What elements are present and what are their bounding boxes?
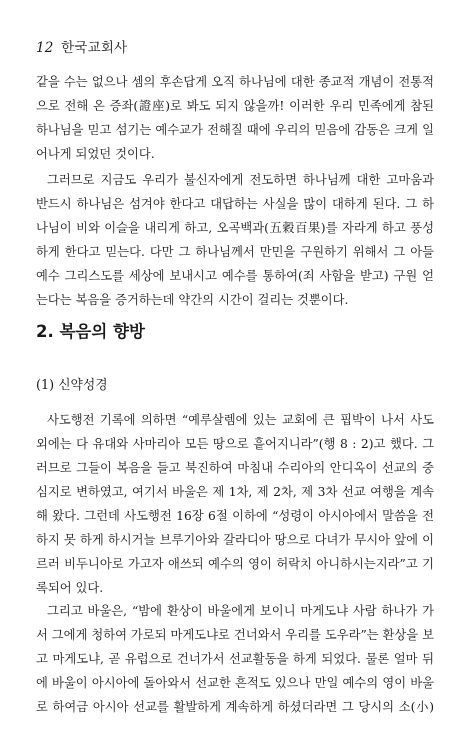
paragraph-3 bbox=[36, 408, 434, 600]
text-line: 고 마게도냐, 곧 유럽으로 건너가서 선교활동을 하게 되었다. 물론 얼마 뒤 bbox=[36, 652, 434, 666]
text-line: 반드시 하나님은 섬겨야 한다고 대답하는 사실을 많이 대하게 된다. 그 하 bbox=[36, 197, 434, 211]
text-line: 하게 한다고 믿는다. 다만 그 하나님께서 만민을 구원하기 위해서 그 아들 bbox=[36, 245, 434, 259]
text-line: 르러 비두니아로 가고자 애쓰되 예수의 영이 허락치 아니하시는지라”고 기 bbox=[36, 557, 434, 571]
text-line: 하지 못 하게 하시거늘 브루기아와 갈라디아 땅으로 다녀가 무시아 앞에 이 bbox=[36, 533, 434, 547]
section-heading: 2. 복음의 향방 bbox=[36, 322, 145, 341]
text-line: 심지로 변하였고, 여기서 바울은 제 1차, 제 2차, 제 3차 선교 여행을 계속 bbox=[36, 485, 434, 499]
text-line: 록되어 있다. bbox=[36, 581, 104, 595]
text-line: 으로 전해 온 증좌(證座)로 봐도 되지 않을까! 이러한 우리 민족에게 참된 bbox=[36, 99, 434, 113]
text-line: 그러므로 지금도 우리가 불신자에게 전도하면 하나님께 대한 고마움과 bbox=[47, 173, 434, 187]
text-line: 해 왔다. 그런데 사도행전 16장 6절 이하에 “성령이 아시아에서 말씀을 전 bbox=[36, 509, 434, 523]
subsection-heading: (1) 신약성경 bbox=[36, 378, 108, 393]
text-line: 나님이 비와 이슬을 내리게 하고, 오곡백과(五穀百果)를 자라게 하고 풍성 bbox=[36, 221, 434, 235]
text-line: 서 그에게 청하여 가로되 마게도냐로 건너와서 우리를 도우라”는 환상을 보 bbox=[36, 628, 434, 642]
running-header bbox=[36, 36, 127, 56]
text-line: 하나님을 믿고 섬기는 예수교가 전해질 때에 우리의 믿음에 감동은 크게 일 bbox=[36, 123, 434, 137]
text-line: 예수 그리스도를 세상에 보내시고 예수를 통하여(죄 사함을 받고) 구원 얻 bbox=[36, 269, 434, 283]
paragraph-2 bbox=[36, 168, 434, 312]
text-line: 그리고 바울은, “밤에 환상이 바울에게 보이니 마게도냐 사람 하나가 가 bbox=[47, 604, 434, 618]
text-line: 어나게 되었던 것이다. bbox=[36, 147, 155, 161]
text-line: 외에는 다 유대와 사마리아 모든 땅으로 흩어지니라”(행 8 : 2)고 했다. 그 bbox=[36, 437, 434, 451]
paragraph-1 bbox=[36, 70, 434, 166]
text-line: 로 하여금 아시아 선교를 활발하게 계속하게 하셨더라면 그 당시의 소(小) bbox=[36, 700, 434, 714]
book-title: 한국교회사 bbox=[61, 40, 128, 56]
text-line: 에 바울이 아시아에 돌아와서 선교한 흔적도 있으나 만일 예수의 영이 바울 bbox=[36, 676, 434, 690]
text-line: 는다는 복음을 증거하는데 약간의 시간이 걸리는 것뿐이다. bbox=[36, 293, 349, 307]
paragraph-4 bbox=[36, 599, 434, 719]
page-number: 12 bbox=[36, 40, 54, 56]
text-line: 사도행전 기록에 의하면 “예루살렘에 있는 교회에 큰 핍박이 나서 사도 bbox=[47, 413, 434, 427]
text-line: 러므로 그들이 복음을 들고 북진하여 마침내 수리아의 안디옥이 선교의 중 bbox=[36, 461, 434, 475]
text-line: 같을 수는 없으나 셈의 후손답게 오직 하나님에 대한 종교적 개념이 전통적 bbox=[36, 75, 434, 89]
